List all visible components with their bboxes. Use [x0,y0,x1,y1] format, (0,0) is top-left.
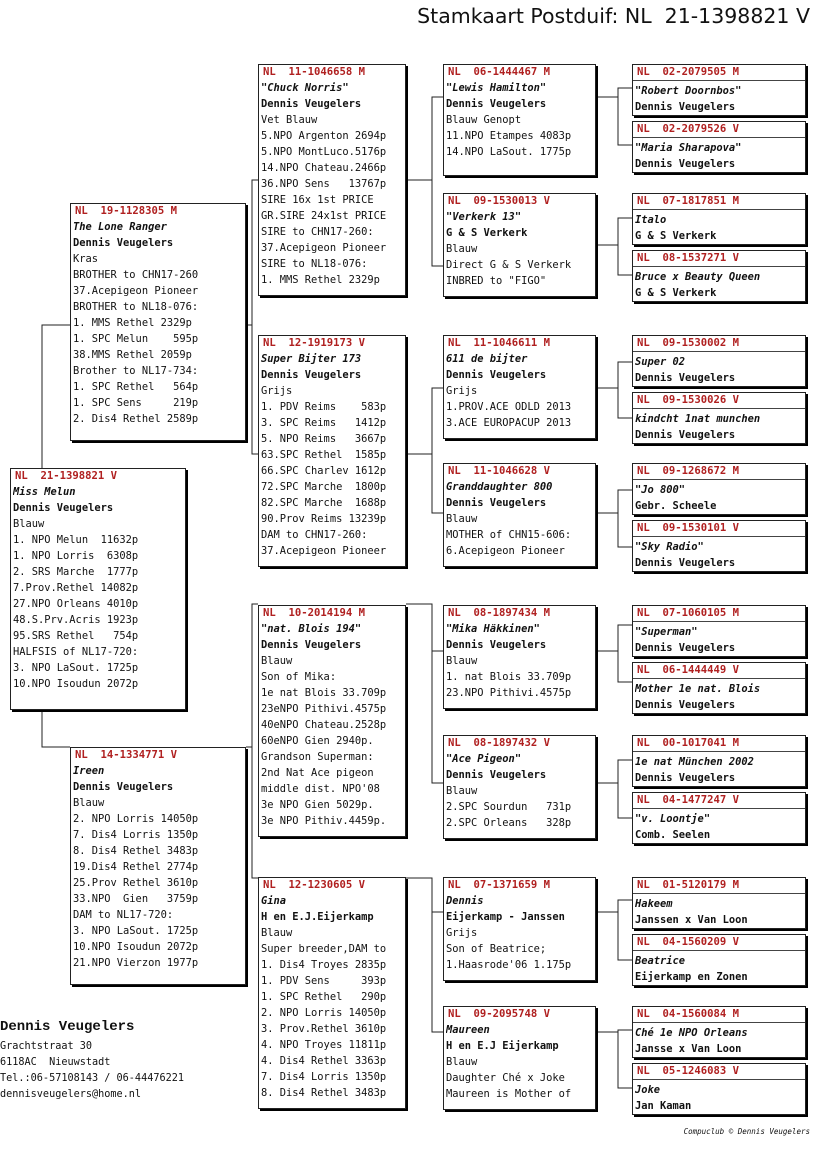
owner-name: Dennis Veugelers [446,98,547,110]
pigeon-card-gen5 [632,392,806,444]
info-line: 1. nat Blois 33.709p [446,671,572,683]
info-line: 4. NPO Troyes 11811p [261,1039,387,1051]
owner-name: Gebr. Scheele [635,500,717,512]
info-line: Blauw Genopt [446,114,522,126]
ring-number: NL 21-1398821 V [15,470,118,482]
ring-number: NL 09-1530013 V [448,195,551,207]
info-line: Kras [73,253,99,265]
ring-number: NL 12-1919173 V [263,337,366,349]
info-line: 1. Dis4 Troyes 2835p [261,959,387,971]
pigeon-name: "nat. Blois 194" [261,623,362,635]
info-line: Grijs [446,927,478,939]
ring-number: NL 11-1046611 M [448,337,551,349]
info-line: Maureen is Mother of [446,1088,572,1100]
owner-name: Comb. Seelen [635,829,711,841]
breeder-name: Dennis Veugelers [0,1019,135,1035]
owner-name: Dennis Veugelers [635,429,736,441]
pigeon-name: Maureen [446,1024,490,1036]
pigeon-card-gen4 [443,605,596,709]
info-line: SIRE to CHN17-260: [261,226,374,238]
info-line: 2nd Nat Ace pigeon [261,767,374,779]
info-line: 1. NPO Lorris 6308p [13,550,139,562]
owner-name: Dennis Veugelers [446,369,547,381]
info-line: 63.SPC Rethel 1585p [261,449,387,461]
pigeon-card-gen4 [443,877,596,981]
ring-number: NL 09-1530101 V [633,521,805,537]
pigeon-name: 611 de bijter [446,353,528,365]
owner-name: H en E.J Eijerkamp [446,1040,559,1052]
owner-name: Dennis Veugelers [73,237,174,249]
pigeon-card-gen5 [632,1063,806,1115]
pigeon-name: "Verkerk 13" [446,211,522,223]
pigeon-name: "v. Loontje" [635,813,711,825]
info-line: 21.NPO Vierzon 1977p [73,957,199,969]
info-line: 3. Prov.Rethel 3610p [261,1023,387,1035]
pigeon-card-gen5 [632,792,806,844]
info-line: 38.MMS Rethel 2059p [73,349,192,361]
ring-number: NL 14-1334771 V [75,749,178,761]
breeder-email: dennisveugelers@home.nl [0,1089,142,1100]
pigeon-name: Ché 1e NPO Orleans [635,1027,748,1039]
info-line: 36.NPO Sens 13767p [261,178,387,190]
info-line: 33.NPO Gien 3759p [73,893,199,905]
pigeon-name: Italo [635,214,667,226]
ring-number: NL 07-1371659 M [448,879,551,891]
ring-number: NL 07-1060105 M [633,606,805,622]
info-line: 1. SPC Melun 595p [73,333,199,345]
info-line: 3e NPO Gien 5029p. [261,799,374,811]
ring-number: NL 10-2014194 M [263,607,366,619]
pigeon-card-subject [10,468,186,710]
info-line: Blauw [261,655,293,667]
owner-name: Dennis Veugelers [261,98,362,110]
pigeon-card-gen5 [632,934,806,986]
info-line: 37.Acepigeon Pioneer [261,545,387,557]
info-line: 1. SPC Sens 219p [73,397,199,409]
pigeon-card-gen5 [632,463,806,515]
info-line: Blauw [73,797,105,809]
info-line: MOTHER of CHN15-606: [446,529,572,541]
pigeon-name: Granddaughter 800 [446,481,553,493]
pigeon-name: 1e nat München 2002 [635,756,754,768]
info-line: Direct G & S Verkerk [446,259,572,271]
info-line: 3e NPO Pithiv.4459p. [261,815,387,827]
info-line: Son of Mika: [261,671,337,683]
owner-name: Dennis Veugelers [635,101,736,113]
info-line: 3. NPO LaSout. 1725p [13,662,139,674]
ring-number: NL 04-1477247 V [633,793,805,809]
pigeon-card-grandsire-paternal [258,64,406,296]
ring-number: NL 12-1230605 V [263,879,366,891]
info-line: 4. Dis4 Rethel 3363p [261,1055,387,1067]
ring-number: NL 08-1537271 V [633,251,805,267]
info-line: 19.Dis4 Rethel 2774p [73,861,199,873]
info-line: HALFSIS of NL17-720: [13,646,139,658]
info-line: 2. Dis4 Rethel 2589p [73,413,199,425]
pigeon-name: "Mika Häkkinen" [446,623,540,635]
info-line: 2.SPC Sourdun 731p [446,801,572,813]
info-line: 90.Prov Reims 13239p [261,513,387,525]
info-line: 10.NPO Isoudun 2072p [13,678,139,690]
info-line: DAM to NL17-720: [73,909,174,921]
info-line: 5.NPO MontLuco.5176p [261,146,387,158]
info-line: Grijs [261,385,293,397]
info-line: 11.NPO Etampes 4083p [446,130,572,142]
info-line: 2. SRS Marche 1777p [13,566,139,578]
breeder-address: Grachtstraat 30 [0,1041,93,1052]
ring-number: NL 00-1017041 M [633,736,805,752]
info-line: 25.Prov Rethel 3610p [73,877,199,889]
pigeon-name: "Sky Radio" [635,541,704,553]
info-line: 1.Haasrode'06 1.175p [446,959,572,971]
pigeon-name: Super 02 [635,356,686,368]
footer-credit: Compuclub © Dennis Veugelers [683,1127,810,1136]
info-line: 14.NPO Chateau.2466p [261,162,387,174]
pigeon-card-gen4 [443,64,596,176]
pigeon-card-gen4 [443,335,596,439]
pigeon-card-dam [70,747,246,985]
owner-name: G & S Verkerk [635,287,717,299]
info-line: 14.NPO LaSout. 1775p [446,146,572,158]
pigeon-name: "Superman" [635,626,698,638]
pigeon-name: Ireen [73,765,105,777]
info-line: 3.ACE EUROPACUP 2013 [446,417,572,429]
pigeon-name: "Ace Pigeon" [446,753,522,765]
info-line: 2.SPC Orleans 328p [446,817,572,829]
info-line: 3. SPC Reims 1412p [261,417,387,429]
owner-name: G & S Verkerk [446,227,528,239]
ring-number: NL 09-1530026 V [633,393,805,409]
owner-name: Dennis Veugelers [13,502,114,514]
ring-number: NL 05-1246083 V [633,1064,805,1080]
pigeon-name: Gina [261,895,287,907]
info-line: 1e nat Blois 33.709p [261,687,387,699]
pigeon-name: Joke [635,1084,661,1096]
info-line: Son of Beatrice; [446,943,547,955]
ring-number: NL 09-1268672 M [633,464,805,480]
pigeon-name: Super Bijter 173 [261,353,362,365]
pigeon-card-gen5 [632,193,806,245]
info-line: Blauw [446,243,478,255]
pigeon-name: "Lewis Hamilton" [446,82,547,94]
info-line: 6.Acepigeon Pioneer [446,545,565,557]
pigeon-name: Bruce x Beauty Queen [635,271,761,283]
info-line: Vet Blauw [261,114,318,126]
info-line: INBRED to "FIGO" [446,275,547,287]
pigeon-name: Beatrice [635,955,686,967]
ring-number: NL 19-1128305 M [75,205,178,217]
pigeon-name: Dennis [446,895,484,907]
info-line: 82.SPC Marche 1688p [261,497,387,509]
pigeon-card-gen5 [632,335,806,387]
owner-name: Dennis Veugelers [635,699,736,711]
pigeon-name: Hakeem [635,898,673,910]
ring-number: NL 07-1817851 M [633,194,805,210]
info-line: 1. MMS Rethel 2329p [73,317,192,329]
owner-name: Dennis Veugelers [635,772,736,784]
pigeon-card-gen5 [632,250,806,302]
owner-name: Eijerkamp - Janssen [446,911,565,923]
info-line: SIRE 16x 1st PRICE [261,194,374,206]
info-line: Blauw [446,655,478,667]
ring-number: NL 08-1897432 V [448,737,551,749]
pigeon-name: The Lone Ranger [73,221,167,233]
info-line: 23eNPO Pithivi.4575p [261,703,387,715]
info-line: 8. Dis4 Rethel 3483p [261,1087,387,1099]
pigeon-card-gen5 [632,1006,806,1058]
pigeon-card-gen5 [632,662,806,714]
info-line: BROTHER to CHN17-260 [73,269,199,281]
page-title: Stamkaart Postduif: NL 21-1398821 V [417,4,810,28]
ring-number: NL 11-1046628 V [448,465,551,477]
ring-number: NL 06-1444467 M [448,66,551,78]
info-line: 95.SRS Rethel 754p [13,630,139,642]
ring-number: NL 04-1560209 V [633,935,805,951]
ring-number: NL 02-2079526 V [633,122,805,138]
ring-number: NL 04-1560084 M [633,1007,805,1023]
pigeon-card-grandsire-maternal [258,605,406,837]
info-line: 1. PDV Sens 393p [261,975,387,987]
info-line: 2. NPO Lorris 14050p [261,1007,387,1019]
pigeon-card-gen5 [632,735,806,787]
info-line: 1. PDV Reims 583p [261,401,387,413]
pigeon-name: "Robert Doornbos" [635,85,742,97]
info-line: Grijs [446,385,478,397]
info-line: DAM to CHN17-260: [261,529,368,541]
pigeon-name: "Jo 800" [635,484,686,496]
info-line: 3. NPO LaSout. 1725p [73,925,199,937]
info-line: 2. NPO Lorris 14050p [73,813,199,825]
info-line: Blauw [13,518,45,530]
ring-number: NL 08-1897434 M [448,607,551,619]
info-line: Blauw [446,1056,478,1068]
pigeon-card-gen4 [443,463,596,567]
info-line: 40eNPO Chateau.2528p [261,719,387,731]
ring-number: NL 09-2095748 V [448,1008,551,1020]
pigeon-card-gen5 [632,520,806,572]
owner-name: Jansse x Van Loon [635,1043,742,1055]
info-line: Grandson Superman: [261,751,374,763]
info-line: SIRE to NL18-076: [261,258,368,270]
pigeon-name: kindcht 1nat munchen [635,413,761,425]
owner-name: Dennis Veugelers [446,769,547,781]
info-line: 60eNPO Gien 2940p. [261,735,374,747]
owner-name: Eijerkamp en Zonen [635,971,748,983]
pigeon-card-gen4 [443,735,596,839]
info-line: 5.NPO Argenton 2694p [261,130,387,142]
info-line: Daughter Ché x Joke [446,1072,565,1084]
info-line: 48.S.Prv.Acris 1923p [13,614,139,626]
info-line: BROTHER to NL18-076: [73,301,199,313]
info-line: Brother to NL17-734: [73,365,199,377]
pigeon-name: Miss Melun [13,486,76,498]
pigeon-card-sire [70,203,246,441]
ring-number: NL 06-1444449 V [633,663,805,679]
info-line: 5. NPO Reims 3667p [261,433,387,445]
info-line: 23.NPO Pithivi.4575p [446,687,572,699]
info-line: Super breeder,DAM to [261,943,387,955]
owner-name: Dennis Veugelers [446,497,547,509]
owner-name: Dennis Veugelers [261,369,362,381]
pigeon-card-gen4 [443,1006,596,1110]
pigeon-name: "Chuck Norris" [261,82,349,94]
info-line: 1.PROV.ACE ODLD 2013 [446,401,572,413]
owner-name: Dennis Veugelers [635,642,736,654]
info-line: 37.Acepigeon Pioneer [73,285,199,297]
pigeon-card-gen5 [632,121,806,173]
info-line: 1. MMS Rethel 2329p [261,274,380,286]
owner-name: Dennis Veugelers [635,557,736,569]
owner-name: G & S Verkerk [635,230,717,242]
info-line: GR.SIRE 24x1st PRICE [261,210,387,222]
owner-name: Dennis Veugelers [635,158,736,170]
info-line: 37.Acepigeon Pioneer [261,242,387,254]
info-line: Blauw [261,927,293,939]
pigeon-card-gen5 [632,64,806,116]
info-line: 10.NPO Isoudun 2072p [73,941,199,953]
owner-name: H en E.J.Eijerkamp [261,911,374,923]
info-line: middle dist. NPO'08 [261,783,380,795]
owner-name: Janssen x Van Loon [635,914,748,926]
pigeon-card-granddam-paternal [258,335,406,567]
pigeon-name: "Maria Sharapova" [635,142,742,154]
breeder-phone: Tel.:06-57108143 / 06-44476221 [0,1073,185,1084]
info-line: 27.NPO Orleans 4010p [13,598,139,610]
breeder-info [0,1017,184,1103]
info-line: 7.Prov.Rethel 14082p [13,582,139,594]
pigeon-card-gen4 [443,193,596,297]
info-line: 7. Dis4 Lorris 1350p [261,1071,387,1083]
owner-name: Dennis Veugelers [261,639,362,651]
owner-name: Dennis Veugelers [446,639,547,651]
owner-name: Dennis Veugelers [73,781,174,793]
info-line: 66.SPC Charlev 1612p [261,465,387,477]
pigeon-name: Mother 1e nat. Blois [635,683,761,695]
info-line: Blauw [446,785,478,797]
info-line: 1. SPC Rethel 290p [261,991,387,1003]
ring-number: NL 01-5120179 M [633,878,805,894]
info-line: 1. SPC Rethel 564p [73,381,199,393]
info-line: Blauw [446,513,478,525]
ring-number: NL 09-1530002 M [633,336,805,352]
ring-number: NL 02-2079505 M [633,65,805,81]
info-line: 8. Dis4 Rethel 3483p [73,845,199,857]
info-line: 7. Dis4 Lorris 1350p [73,829,199,841]
info-line: 1. NPO Melun 11632p [13,534,139,546]
breeder-city: 6118AC Nieuwstadt [0,1057,111,1068]
pigeon-card-granddam-maternal [258,877,406,1109]
owner-name: Jan Kaman [635,1100,692,1112]
owner-name: Dennis Veugelers [635,372,736,384]
info-line: 72.SPC Marche 1800p [261,481,387,493]
pigeon-card-gen5 [632,605,806,657]
ring-number: NL 11-1046658 M [263,66,366,78]
pigeon-card-gen5 [632,877,806,929]
